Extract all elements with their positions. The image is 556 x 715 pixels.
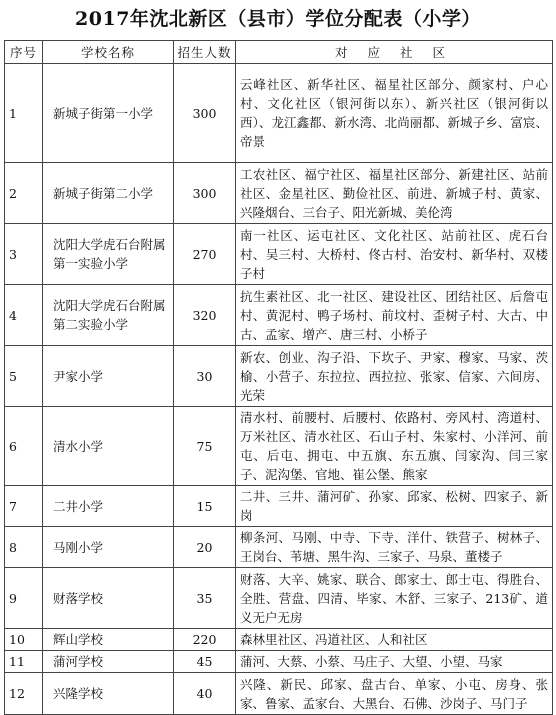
community-list: 二井、三井、蒲河矿、孙家、邱家、松树、四家子、新岗 — [236, 486, 553, 527]
row-index: 1 — [5, 64, 43, 163]
enrollment-count: 220 — [174, 629, 236, 651]
table-body — [5, 64, 553, 715]
page-title: 2017年沈北新区（县市）学位分配表（小学） — [75, 8, 481, 30]
enrollment-count: 300 — [174, 64, 236, 163]
row-index: 10 — [5, 629, 43, 651]
row-index: 9 — [5, 568, 43, 629]
community-list: 兴隆、新民、邱家、盘古台、单家、小屯、房身、张家、鲁家、孟家台、大黑台、石佛、沙岗子、马门子 — [236, 673, 553, 715]
table-header-row — [5, 41, 553, 64]
enrollment-count: 20 — [174, 527, 236, 568]
school-name: 新城子街第一小学 — [43, 64, 174, 163]
enrollment-count: 30 — [174, 346, 236, 407]
school-name: 马刚小学 — [43, 527, 174, 568]
community-list: 柳条河、马刚、中寺、下寺、洋什、铁营子、树林子、王岗台、苇塘、黑牛沟、三家子、马泉、董楼子 — [236, 527, 553, 568]
table-row — [5, 285, 553, 346]
community-list: 蒲河、大蔡、小蔡、马庄子、大望、小望、马家 — [236, 651, 553, 673]
community-list: 新农、创业、沟子沿、下坎子、尹家、穆家、马家、茨榆、小营子、东拉拉、西拉拉、张家、信家、六间房、光荣 — [236, 346, 553, 407]
table-row — [5, 64, 553, 163]
header-communities: 对 应 社 区 — [236, 41, 553, 64]
school-name: 兴隆学校 — [43, 673, 174, 715]
community-list: 财落、大辛、姚家、联合、郎家士、郎士屯、得胜台、全胜、营盘、四清、毕家、木舒、三家子、213矿、道义无户无房 — [236, 568, 553, 629]
community-list: 森林里社区、冯道社区、人和社区 — [236, 629, 553, 651]
header-school-name: 学校名称 — [43, 41, 174, 64]
table-row — [5, 629, 553, 651]
community-list: 南一社区、运屯社区、文化社区、站前社区、虎石台村、吴三村、大桥村、佟古村、治安村、新华村、双楼子村 — [236, 224, 553, 285]
school-name: 新城子街第二小学 — [43, 163, 174, 224]
table-row — [5, 527, 553, 568]
row-index: 7 — [5, 486, 43, 527]
school-name: 尹家小学 — [43, 346, 174, 407]
table-row — [5, 486, 553, 527]
row-index: 6 — [5, 407, 43, 486]
school-name: 财落学校 — [43, 568, 174, 629]
row-index: 11 — [5, 651, 43, 673]
header-enrollment: 招生人数 — [174, 41, 236, 64]
community-list: 抗生素社区、北一社区、建设社区、团结社区、后詹屯村、黄泥村、鸭子场村、前坟村、歪树子村、大古、中古、孟家、增产、唐三村、小桥子 — [236, 285, 553, 346]
table-row — [5, 651, 553, 673]
table-row — [5, 224, 553, 285]
enrollment-count: 320 — [174, 285, 236, 346]
school-name: 辉山学校 — [43, 629, 174, 651]
row-index: 4 — [5, 285, 43, 346]
community-list: 清水村、前腰村、后腰村、依路村、旁风村、湾道村、万米社区、清水社区、石山子村、朱家村、小洋河、前屯、后屯、拥屯、中五旗、东五旗、闫家沟、闫三家子、泥沟堡、官地、崔公堡、熊家 — [236, 407, 553, 486]
enrollment-count: 40 — [174, 673, 236, 715]
table-row — [5, 568, 553, 629]
allocation-table — [4, 40, 553, 715]
school-name: 蒲河学校 — [43, 651, 174, 673]
enrollment-count: 15 — [174, 486, 236, 527]
enrollment-count: 300 — [174, 163, 236, 224]
row-index: 2 — [5, 163, 43, 224]
row-index: 5 — [5, 346, 43, 407]
table-row — [5, 163, 553, 224]
community-list: 工农社区、福宁社区、福星社区部分、新建社区、站前社区、金星社区、勤俭社区、前进、新城子村、黄家、兴隆烟台、三台子、阳光新城、美伦湾 — [236, 163, 553, 224]
enrollment-count: 45 — [174, 651, 236, 673]
school-name: 沈阳大学虎石台附属第一实验小学 — [43, 224, 174, 285]
table-row — [5, 407, 553, 486]
header-index: 序号 — [5, 41, 43, 64]
community-list: 云峰社区、新华社区、福星社区部分、颜家村、户心村、文化社区（银河街以东）、新兴社区（银河街以西）、龙江鑫都、新水湾、北尚丽都、新城子乡、富宸、帝景 — [236, 64, 553, 163]
school-name: 清水小学 — [43, 407, 174, 486]
enrollment-count: 270 — [174, 224, 236, 285]
school-name: 二井小学 — [43, 486, 174, 527]
enrollment-count: 75 — [174, 407, 236, 486]
table-row — [5, 673, 553, 715]
school-name: 沈阳大学虎石台附属第二实验小学 — [43, 285, 174, 346]
table-row — [5, 346, 553, 407]
enrollment-count: 35 — [174, 568, 236, 629]
row-index: 8 — [5, 527, 43, 568]
row-index: 12 — [5, 673, 43, 715]
row-index: 3 — [5, 224, 43, 285]
